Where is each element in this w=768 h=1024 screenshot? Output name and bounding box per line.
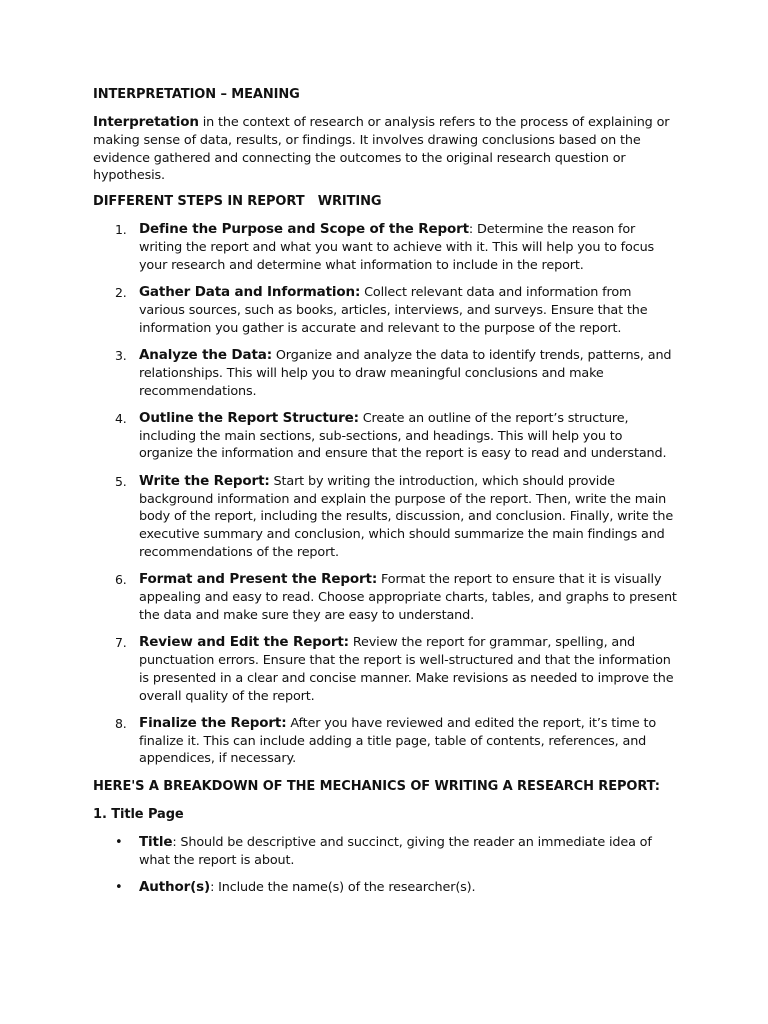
step-text: After you have reviewed and edited the report, it’s time to finalize it. This can include adding a title page, table of contents, references, and appendices, if necessary.	[139, 715, 657, 767]
step-number: 3.	[115, 347, 127, 363]
step-number: 1.	[115, 222, 127, 238]
steps-list	[93, 221, 678, 768]
step-item	[93, 347, 678, 400]
step-item	[93, 571, 678, 624]
bullet-text: : Include the name(s) of the researcher(s).	[210, 879, 476, 895]
bullet-title: Author(s)	[139, 878, 211, 895]
step-text: Start by writing the introduction, which should provide background information and explain the purpose of the report. Then, write the main body of the report, including the results, discussion, and conclusion. Finally, write the executive summary and conclusion, which should summarize the main findings and recommendations of the report.	[139, 473, 674, 560]
step-text: Determine the reason for writing the report and what you want to achieve with it. This will help you to focus your research and determine what information to include in the report.	[139, 222, 655, 273]
step-separator: :	[468, 222, 474, 238]
step-item	[93, 634, 678, 705]
intro-paragraph	[93, 114, 678, 185]
step-item	[93, 473, 678, 562]
step-item	[93, 221, 678, 274]
step-number: 2.	[115, 285, 127, 301]
step-text: Collect relevant data and information from various sources, such as books, articles, interviews, and surveys. Ensure that the information you gather is accurate and relevant to the purpose of the report.	[139, 285, 648, 336]
step-title: Analyze the Data:	[139, 346, 272, 363]
step-text: Organize and analyze the data to identify trends, patterns, and relationships. This will help you to draw meaningful conclusions and make recommendations.	[139, 347, 672, 399]
step-title: Define the Purpose and Scope of the Report	[139, 221, 469, 238]
section-heading-mechanics: HERE'S A BREAKDOWN OF THE MECHANICS OF WRITING A RESEARCH REPORT:	[93, 778, 660, 794]
step-title: Format and Present the Report:	[139, 571, 378, 588]
bullet-text: : Should be descriptive and succinct, giving the reader an immediate idea of what the report is about.	[139, 834, 652, 868]
step-title: Outline the Report Structure:	[139, 409, 359, 426]
bullet-icon: •	[115, 834, 123, 850]
step-number: 8.	[115, 715, 127, 731]
step-item	[93, 715, 678, 768]
step-title: Gather Data and Information:	[139, 284, 361, 301]
section-heading-interpretation: INTERPRETATION – MEANING	[93, 87, 300, 102]
bullet-title: Title	[139, 833, 173, 850]
step-title: Finalize the Report:	[139, 714, 287, 731]
intro-text: in the context of research or analysis refers to the process of explaining or making sense of data, results, or findings. It involves drawing conclusions based on the evidence gathered and connecting the outcomes to the original research question or hypothesis.	[93, 115, 670, 184]
step-text: Create an outline of the report’s structure, including the main sections, sub-sections, and headings. This will help you to organize the information and ensure that the report is easy to read and understand.	[139, 410, 667, 462]
step-number: 6.	[115, 572, 127, 588]
step-title: Review and Edit the Report:	[139, 634, 349, 651]
step-item	[93, 284, 678, 337]
step-number: 4.	[115, 410, 127, 426]
intro-term: Interpretation	[93, 114, 199, 130]
step-text: Review the report for grammar, spelling, and punctuation errors. Ensure that the report is well-structured and that the information is presented in a clear and concise manner. Make revisions as needed to improve the overall quality of the report.	[139, 635, 674, 704]
subheading-title-page: 1. Title Page	[93, 806, 184, 822]
step-title: Write the Report:	[139, 472, 270, 489]
bullet-item	[93, 834, 678, 870]
title-page-bullets	[93, 834, 678, 897]
bullet-icon: •	[115, 879, 123, 895]
section-heading-steps: DIFFERENT STEPS IN REPORT WRITING	[93, 194, 382, 210]
bullet-item	[93, 879, 678, 897]
step-item	[93, 410, 678, 463]
step-number: 5.	[115, 473, 127, 489]
step-number: 7.	[115, 635, 127, 651]
step-text: Format the report to ensure that it is visually appealing and easy to read. Choose appropriate charts, tables, and graphs to present the data and make sure they are easy to understand.	[139, 572, 677, 623]
